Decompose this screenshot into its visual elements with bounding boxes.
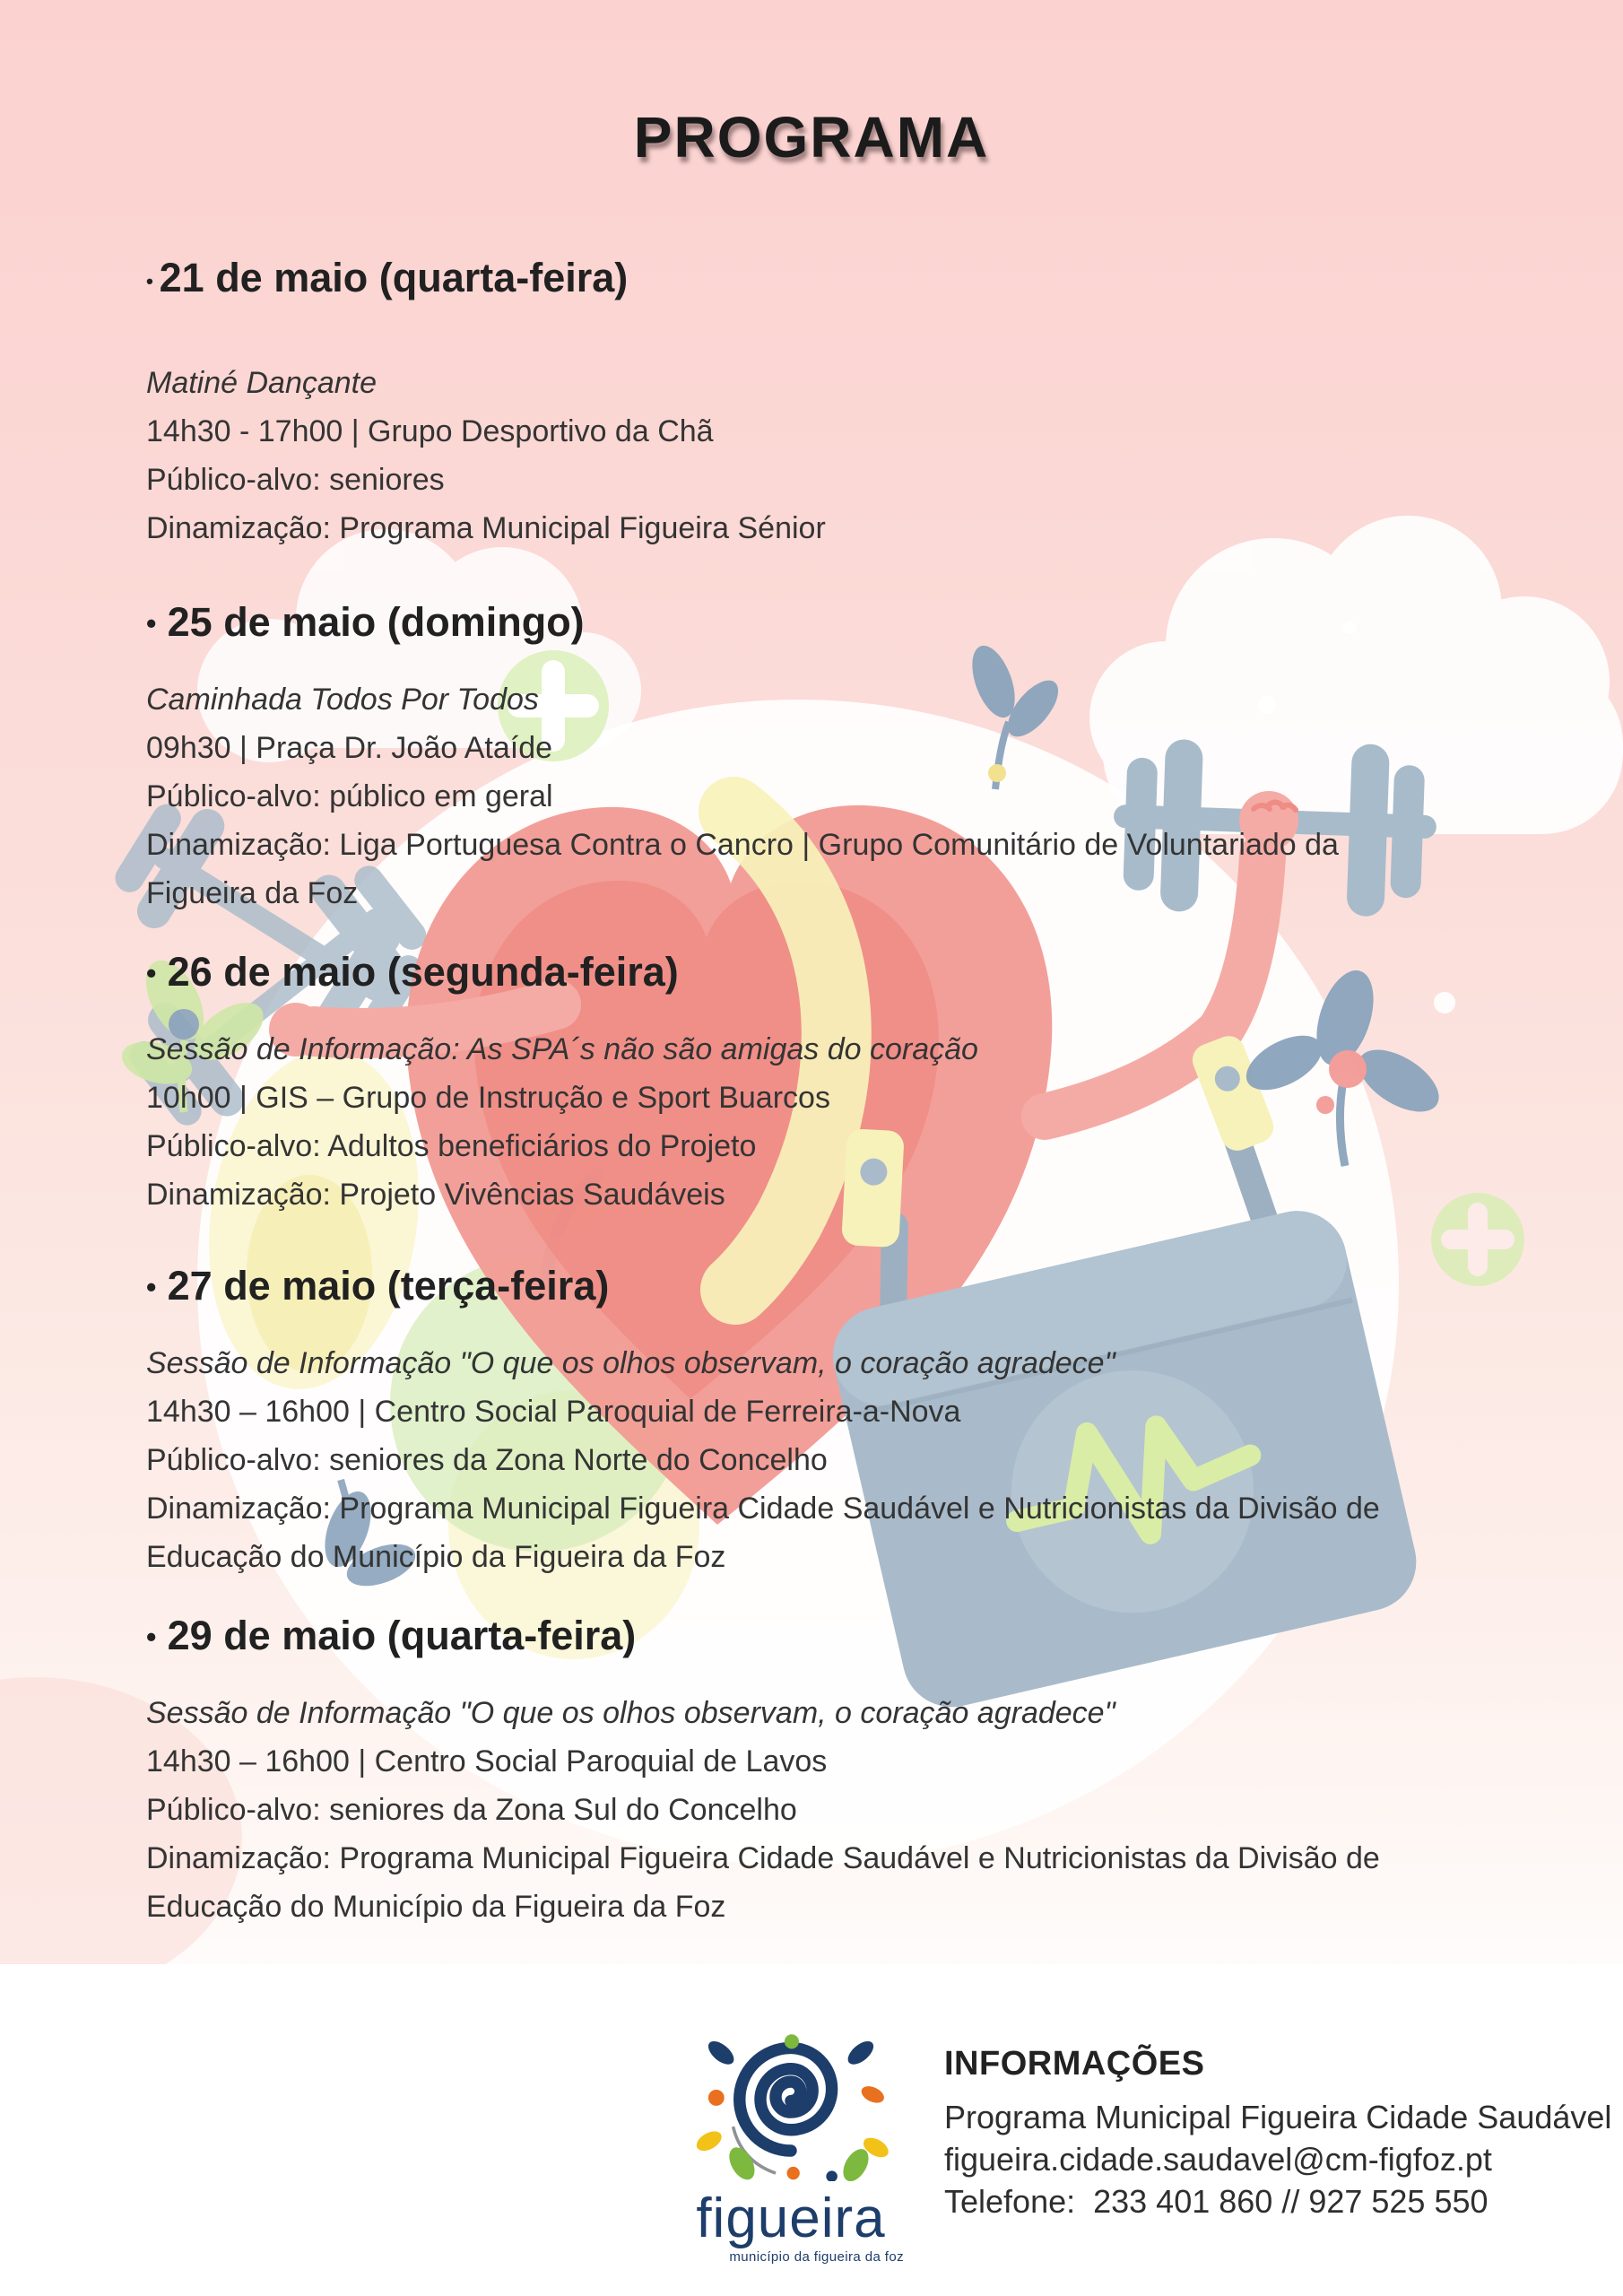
event-line: Dinamização: Programa Municipal Figueira Cidade Saudável e Nutricionistas da Divisão de [146, 1491, 1380, 1526]
event-line: 09h30 | Praça Dr. João Ataíde [146, 730, 553, 765]
event-line: Figueira da Foz [146, 875, 359, 910]
bullet-marker: • [146, 606, 157, 639]
event-heading [146, 947, 1587, 998]
logo-spiral [740, 2048, 832, 2151]
event-block-27-de-maio [146, 1261, 1587, 1581]
event-subtitle: Sessão de Informação "O que os olhos observam, o coração agradece" [146, 1695, 1115, 1730]
event-heading [146, 1261, 1587, 1312]
event-line: Dinamização: Liga Portuguesa Contra o Cancro | Grupo Comunitário de Voluntariado da [146, 827, 1339, 862]
logo-wordmark: figueira [696, 2187, 886, 2249]
event-line: Público-alvo: seniores da Zona Sul do Concelho [146, 1792, 797, 1827]
event-line: Público-alvo: seniores [146, 462, 445, 497]
event-subtitle: Caminhada Todos Por Todos [146, 682, 539, 717]
event-subtitle: Sessão de Informação "O que os olhos observam, o coração agradece" [146, 1345, 1115, 1380]
info-program-line: Programa Municipal Figueira Cidade Saudável [944, 2099, 1612, 2135]
event-line: Dinamização: Programa Municipal Figueira Sénior [146, 510, 826, 545]
footer-info [944, 2045, 1611, 2222]
page-title: PROGRAMA [633, 105, 990, 170]
event-line: 14h30 – 16h00 | Centro Social Paroquial de Ferreira-a-Nova [146, 1394, 961, 1429]
event-block-29-de-maio [146, 1611, 1587, 1931]
event-line: Dinamização: Programa Municipal Figueira Cidade Saudável e Nutricionistas da Divisão de [146, 1840, 1380, 1875]
event-subtitle: Sessão de Informação: As SPA´s não são amigas do coração [146, 1031, 978, 1066]
event-line: Público-alvo: Adultos beneficiários do Projeto [146, 1128, 757, 1163]
bullet-marker: • [146, 1620, 157, 1653]
logo-tagline: município da figueira da foz [729, 2249, 904, 2265]
figueira-logo-icon [674, 2029, 907, 2181]
event-line: 10h00 | GIS – Grupo de Instrução e Sport Buarcos [146, 1080, 830, 1115]
bullet-marker: • [146, 956, 157, 989]
event-line: Educação do Município da Figueira da Foz [146, 1539, 726, 1574]
event-line: Público-alvo: seniores da Zona Norte do Concelho [146, 1442, 828, 1477]
event-line: Educação do Município da Figueira da Foz [146, 1889, 726, 1924]
event-subtitle: Matiné Dançante [146, 365, 378, 400]
event-heading [146, 253, 1587, 306]
event-heading-text: 29 de maio (quarta-feira) [167, 1613, 637, 1658]
event-line: 14h30 – 16h00 | Centro Social Paroquial de Lavos [146, 1744, 828, 1779]
event-block-25-de-maio [146, 597, 1587, 918]
event-block-21-de-maio [146, 253, 1587, 552]
event-heading-text: 27 de maio (terça-feira) [167, 1263, 610, 1309]
event-line: Público-alvo: público em geral [146, 778, 553, 813]
bullet-marker: • [146, 269, 153, 292]
info-phone-line: Telefone: 233 401 860 // 927 525 550 [944, 2183, 1488, 2220]
event-heading [146, 597, 1587, 648]
event-line: 14h30 - 17h00 | Grupo Desportivo da Chã [146, 413, 714, 448]
info-email-line: figueira.cidade.saudavel@cm-figfoz.pt [944, 2141, 1492, 2178]
event-heading-text: 26 de maio (segunda-feira) [167, 949, 679, 995]
event-block-26-de-maio [146, 947, 1587, 1219]
figueira-logo [674, 2029, 907, 2265]
event-line: Dinamização: Projeto Vivências Saudáveis [146, 1177, 725, 1212]
event-heading-text: 25 de maio (domingo) [167, 599, 585, 645]
event-heading-text: 21 de maio (quarta-feira) [159, 255, 629, 300]
event-heading [146, 1611, 1587, 1662]
bullet-marker: • [146, 1270, 157, 1303]
info-heading: INFORMAÇÕES [944, 2045, 1205, 2083]
